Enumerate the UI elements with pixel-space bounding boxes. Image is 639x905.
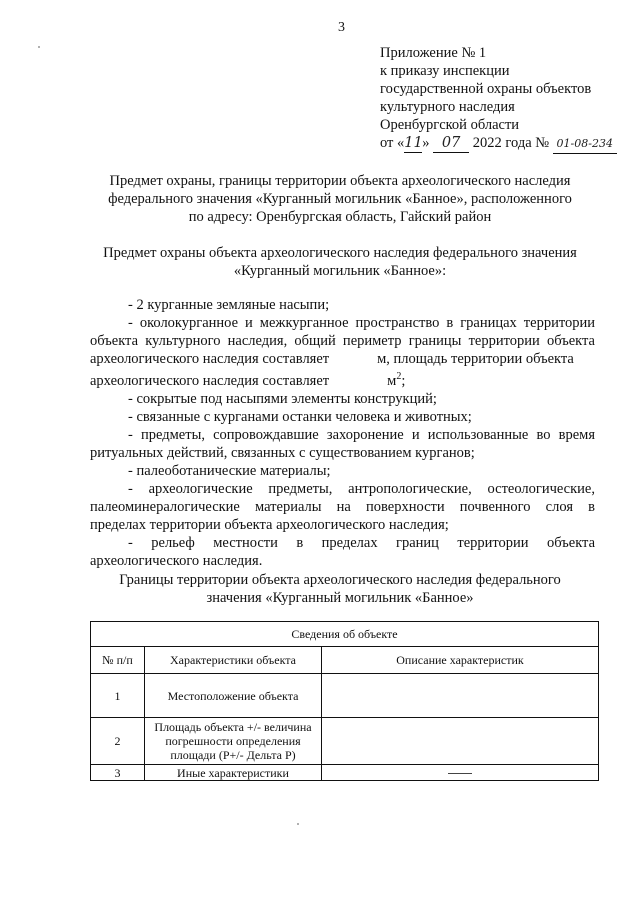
list-item: археологического наследия. — [90, 552, 263, 569]
row-description — [322, 718, 599, 765]
list-item: - предметы, сопровождавшие захоронение и использованные во время — [128, 426, 595, 443]
scan-speck — [297, 823, 299, 825]
appendix-line: к приказу инспекции — [380, 63, 510, 79]
row-characteristic: Местоположение объекта — [145, 674, 322, 718]
heading-line: Предмет охраны объекта археологического наследия федерального значения — [103, 245, 577, 261]
date-mid: » — [422, 135, 430, 151]
date-year: 2022 года № — [472, 135, 550, 151]
title-line: Предмет охраны, границы территории объекта археологического наследия — [109, 173, 571, 189]
date-prefix: от « — [380, 135, 405, 151]
appendix-line: Приложение № 1 — [380, 45, 487, 61]
list-item: археологического наследия составляет м, площадь территории объекта — [90, 351, 574, 367]
table-header: № п/п — [91, 647, 145, 674]
row-characteristic: Площадь объекта +/- величина погрешности определения площади (Р+/- Дельта Р) — [145, 718, 322, 765]
heading-line: «Курганный могильник «Банное»: — [233, 263, 447, 279]
title-line: по адресу: Оренбургская область, Гайский район — [188, 209, 492, 225]
row-description — [322, 674, 599, 718]
table-row — [91, 718, 599, 765]
table-caption: Сведения об объекте — [91, 622, 599, 647]
list-item: археологического наследия составляет $м^2$; — [90, 371, 406, 389]
list-item: палеоминералогические материалы на поверхности почвенного слоя в — [90, 498, 595, 515]
date-day: 11 — [404, 135, 423, 151]
table-header: Описание характеристик — [322, 647, 599, 674]
row-number: 3 — [91, 765, 145, 781]
row-characteristic: Иные характеристики — [145, 765, 322, 781]
date-month: 07 — [433, 134, 469, 153]
appendix-line: Оренбургской области — [380, 117, 520, 133]
row-number: 1 — [91, 674, 145, 718]
subject-list — [90, 296, 595, 570]
scan-speck — [38, 46, 40, 48]
table-row — [91, 765, 599, 781]
heading-line: значения «Курганный могильник «Банное» — [206, 590, 474, 606]
list-item: - палеоботанические материалы; — [128, 462, 331, 479]
table-row — [91, 674, 599, 718]
dash-mark — [448, 773, 472, 774]
list-item: объекта культурного наследия, общий периметр границы территории объекта — [90, 333, 595, 349]
appendix-date-line — [380, 134, 617, 154]
heading-line: Границы территории объекта археологического наследия федерального — [119, 572, 561, 588]
borders-heading — [40, 571, 639, 607]
list-item: - сокрытые под насыпями элементы конструкций; — [128, 390, 437, 407]
list-item: - археологические предметы, антропологические, остеологические, — [128, 480, 595, 497]
list-item: - 2 курганные земляные насыпи; — [128, 297, 330, 313]
list-item: пределах территории объекта археологического наследия; — [90, 516, 449, 533]
list-item: ритуальных действий, связанных с существованием курганов; — [90, 444, 475, 461]
appendix-line: государственной охраны объектов — [380, 81, 592, 97]
list-item: - рельеф местности в пределах границ территории объекта — [128, 534, 595, 551]
list-item: - связанные с курганами останки человека и животных; — [128, 408, 472, 425]
object-info-table — [90, 621, 599, 781]
table-header: Характеристики объекта — [145, 647, 322, 674]
appendix-line: культурного наследия — [380, 99, 515, 115]
row-number: 2 — [91, 718, 145, 765]
list-item: - околокурганное и межкурганное пространство в границах территории — [128, 315, 595, 331]
document-title — [40, 172, 639, 226]
title-line: федерального значения «Курганный могильник «Банное», расположенного — [108, 191, 572, 207]
row-description — [322, 765, 599, 781]
page-number: 3 — [338, 20, 345, 35]
order-number: 01-08-234 — [553, 135, 617, 154]
appendix-block — [380, 44, 617, 154]
subject-heading — [40, 244, 639, 280]
